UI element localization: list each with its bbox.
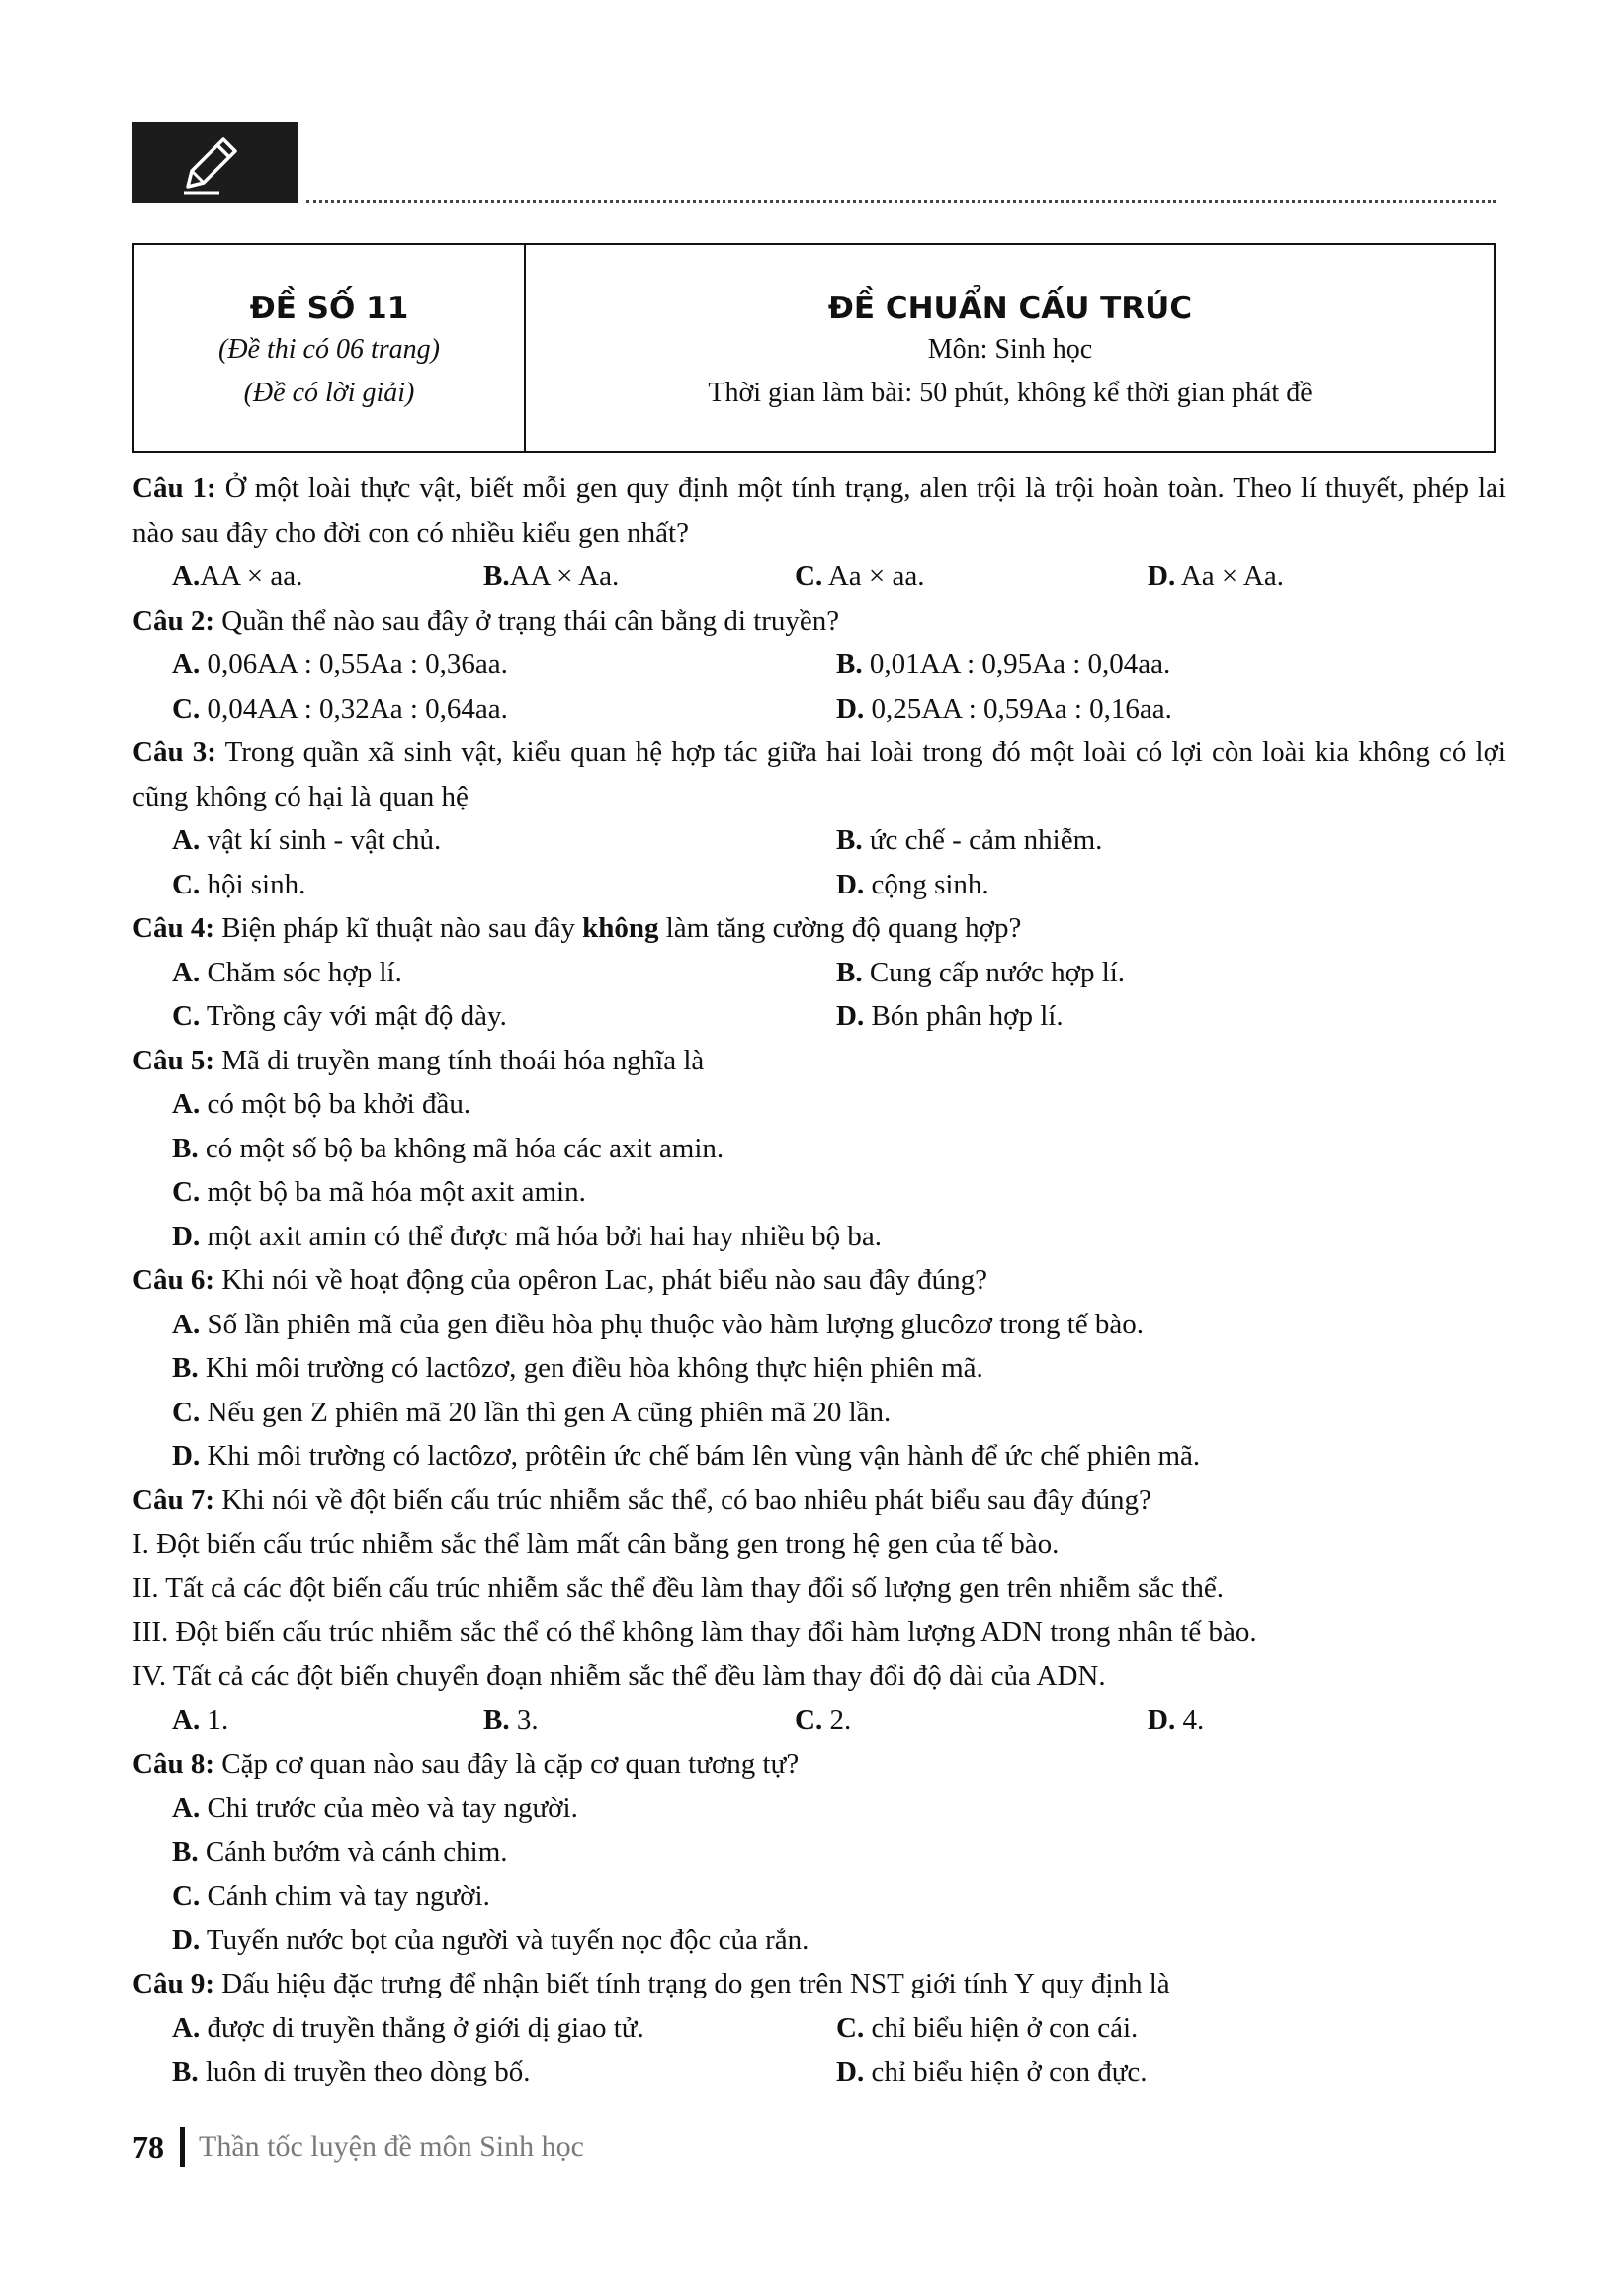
option-c: C. 0,04AA : 0,32Aa : 0,64aa. bbox=[172, 692, 508, 724]
question-text-emphasis: không bbox=[582, 912, 659, 944]
options-row bbox=[132, 818, 1506, 863]
option-a: A. 0,06AA : 0,55Aa : 0,36aa. bbox=[172, 648, 508, 680]
options-row bbox=[132, 2006, 1506, 2051]
question-text-post: làm tăng cường độ quang hợp? bbox=[658, 912, 1022, 944]
question-5 bbox=[132, 1039, 1506, 1083]
question-list bbox=[132, 467, 1506, 2094]
option-b: B. ức chế - cảm nhiễm. bbox=[836, 824, 1103, 856]
question-label: Câu 2: bbox=[132, 604, 214, 637]
exam-subject: Môn: Sinh học bbox=[927, 334, 1093, 365]
option-c: C. Trồng cây với mật độ dày. bbox=[172, 1000, 507, 1032]
page-number: 78 bbox=[132, 2128, 164, 2165]
question-label: Câu 5: bbox=[132, 1044, 214, 1076]
question-6 bbox=[132, 1258, 1506, 1303]
option-c: C. một bộ ba mã hóa một axit amin. bbox=[172, 1176, 586, 1208]
exam-info-cell bbox=[526, 245, 1494, 451]
options-row bbox=[132, 687, 1506, 731]
options-row bbox=[132, 994, 1506, 1039]
option-a: A. Số lần phiên mã của gen điều hòa phụ thuộc vào hàm lượng glucôzơ trong tế bào. bbox=[172, 1308, 1145, 1340]
question-label: Câu 7: bbox=[132, 1484, 214, 1516]
exam-time: Thời gian làm bài: 50 phút, không kể thời gian phát đề bbox=[708, 378, 1313, 408]
option-c: C. Aa × aa. bbox=[795, 560, 925, 592]
option-b: B. 0,01AA : 0,95Aa : 0,04aa. bbox=[836, 648, 1171, 680]
question-label: Câu 9: bbox=[132, 1968, 214, 1999]
option-a: A.AA × aa. bbox=[172, 560, 303, 592]
options-row bbox=[132, 863, 1506, 907]
question-text: Khi nói về hoạt động của opêron Lac, phát biểu nào sau đây đúng? bbox=[221, 1264, 987, 1296]
options-row bbox=[132, 1698, 1506, 1743]
option-d: D. 0,25AA : 0,59Aa : 0,16aa. bbox=[836, 692, 1172, 724]
question-label: Câu 3: bbox=[132, 736, 216, 768]
option-d: D. một axit amin có thể được mã hóa bởi hai hay nhiều bộ ba. bbox=[172, 1220, 883, 1252]
option-b: B. Khi môi trường có lactôzơ, gen điều hòa không thực hiện phiên mã. bbox=[172, 1352, 983, 1384]
option-a: A. 1. bbox=[172, 1704, 229, 1736]
footer-divider bbox=[180, 2127, 185, 2167]
pencil-icon bbox=[180, 129, 245, 197]
statement-2: II. Tất cả các đột biến cấu trúc nhiễm sắc thể đều làm thay đổi số lượng gen trên nhiễm sắc thể. bbox=[132, 1572, 1224, 1604]
option-d: D. cộng sinh. bbox=[836, 868, 989, 900]
option-a: A. vật kí sinh - vật chủ. bbox=[172, 824, 442, 856]
statement-3: III. Đột biến cấu trúc nhiễm sắc thể có thể không làm thay đổi hàm lượng ADN trong nhân tế bào. bbox=[132, 1616, 1257, 1648]
question-text-pre: Biện pháp kĩ thuật nào sau đây bbox=[221, 912, 583, 944]
option-a: A. Chăm sóc hợp lí. bbox=[172, 956, 402, 988]
option-d: D. Aa × Aa. bbox=[1148, 560, 1284, 592]
exam-header-table bbox=[132, 243, 1496, 453]
option-c: C. hội sinh. bbox=[172, 868, 306, 900]
option-c: C. 2. bbox=[795, 1704, 852, 1736]
option-b: B. 3. bbox=[483, 1704, 539, 1736]
exam-number: ĐỀ SỐ 11 bbox=[249, 291, 409, 326]
option-b: B. Cung cấp nước hợp lí. bbox=[836, 956, 1126, 988]
option-d: D. Tuyến nước bọt của người và tuyến nọc độc của rắn. bbox=[172, 1923, 810, 1956]
option-a: A. Chi trước của mèo và tay người. bbox=[172, 1792, 578, 1824]
question-text: Quần thể nào sau đây ở trạng thái cân bằng di truyền? bbox=[221, 604, 840, 637]
dotted-divider bbox=[306, 200, 1496, 203]
question-label: Câu 8: bbox=[132, 1747, 214, 1780]
question-8 bbox=[132, 1743, 1506, 1787]
question-text: Ở một loài thực vật, biết mỗi gen quy định một tính trạng, alen trội là trội hoàn toàn. Theo lí thuyết, phép lai nào sau đây cho đời con có nhiều kiểu gen nhất? bbox=[132, 472, 1506, 549]
option-b: B. Cánh bướm và cánh chim. bbox=[172, 1835, 508, 1868]
options-row bbox=[132, 951, 1506, 995]
statement-4: IV. Tất cả các đột biến chuyển đoạn nhiễm sắc thể đều làm thay đổi độ dài của ADN. bbox=[132, 1659, 1106, 1692]
exam-solution-note: (Đề có lời giải) bbox=[243, 378, 415, 408]
question-4 bbox=[132, 906, 1506, 951]
exam-id-cell bbox=[134, 245, 526, 451]
options-row bbox=[132, 554, 1506, 599]
question-text: Trong quần xã sinh vật, kiểu quan hệ hợp tác giữa hai loài trong đó một loài có lợi còn loài kia không có lợi cũng không có hại là quan hệ bbox=[132, 736, 1506, 812]
option-d: D. Khi môi trường có lactôzơ, prôtêin ức chế bám lên vùng vận hành để ức chế phiên mã. bbox=[172, 1440, 1201, 1472]
option-d: D. chỉ biểu hiện ở con đực. bbox=[836, 2056, 1148, 2087]
options-row bbox=[132, 642, 1506, 687]
option-b: B. luôn di truyền theo dòng bố. bbox=[172, 2056, 531, 2087]
exam-pages-note: (Đề thi có 06 trang) bbox=[218, 334, 440, 365]
question-9 bbox=[132, 1962, 1506, 2006]
question-label: Câu 4: bbox=[132, 912, 214, 944]
option-c: C. Nếu gen Z phiên mã 20 lần thì gen A cũng phiên mã 20 lần. bbox=[172, 1396, 892, 1428]
question-label: Câu 1: bbox=[132, 472, 216, 504]
option-c: C. chỉ biểu hiện ở con cái. bbox=[836, 2011, 1139, 2044]
exam-type-title: ĐỀ CHUẨN CẤU TRÚC bbox=[827, 291, 1193, 326]
question-text: Khi nói về đột biến cấu trúc nhiễm sắc thể, có bao nhiêu phát biểu sau đây đúng? bbox=[221, 1484, 1151, 1516]
option-b: B.AA × Aa. bbox=[483, 560, 620, 592]
question-2 bbox=[132, 599, 1506, 643]
options-row bbox=[132, 2050, 1506, 2094]
option-a: A. được di truyền thẳng ở giới dị giao tử. bbox=[172, 2011, 644, 2044]
option-d: D. 4. bbox=[1148, 1704, 1205, 1736]
statement-1: I. Đột biến cấu trúc nhiễm sắc thể làm mất cân bằng gen trong hệ gen của tế bào. bbox=[132, 1528, 1060, 1560]
book-title: Thần tốc luyện đề môn Sinh học bbox=[199, 2130, 584, 2163]
page-footer bbox=[132, 2125, 584, 2168]
option-d: D. Bón phân hợp lí. bbox=[836, 1000, 1064, 1032]
question-text: Cặp cơ quan nào sau đây là cặp cơ quan tương tự? bbox=[221, 1747, 800, 1780]
question-text: Dấu hiệu đặc trưng để nhận biết tính trạng do gen trên NST giới tính Y quy định là bbox=[221, 1968, 1170, 1999]
question-1 bbox=[132, 467, 1506, 554]
question-3 bbox=[132, 730, 1506, 818]
question-label: Câu 6: bbox=[132, 1264, 214, 1296]
pencil-logo-box bbox=[132, 122, 298, 203]
option-b: B. có một số bộ ba không mã hóa các axit amin. bbox=[172, 1132, 724, 1164]
question-7 bbox=[132, 1479, 1506, 1523]
option-a: A. có một bộ ba khởi đầu. bbox=[172, 1088, 471, 1120]
question-text: Mã di truyền mang tính thoái hóa nghĩa là bbox=[221, 1044, 705, 1076]
option-c: C. Cánh chim và tay người. bbox=[172, 1880, 490, 1912]
